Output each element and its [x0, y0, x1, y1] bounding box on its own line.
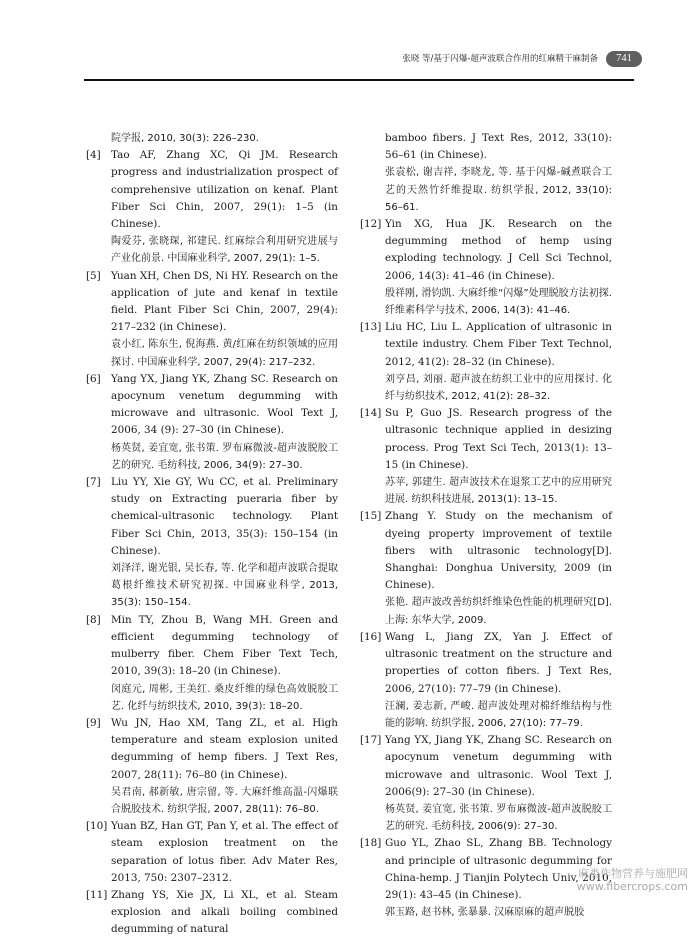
reference-number: [16]	[360, 630, 382, 643]
reference-item	[360, 319, 612, 405]
reference-chinese: 张袁松, 谢吉祥, 李晓龙, 等. 基于闪爆-碱煮联合工艺的天然竹纤维提取. 纺织学报, 2012, 33(10): 56–61.	[385, 167, 612, 213]
reference-chinese: 院学报, 2010, 30(3): 226–230.	[111, 133, 259, 144]
reference-item	[360, 216, 612, 319]
reference-english: Zhang Y. Study on the mechanism of dyeing property improvement of textile fibers with ultrasonic technology[D]. Shanghai: Donghua University, 2009 (in Chinese).	[385, 510, 612, 592]
reference-column-right	[360, 130, 612, 921]
reference-chinese: 刘亨昌, 刘丽. 超声波在纺织工业中的应用探讨. 化纤与纺织技术, 2012, 41(2): 28–32.	[385, 373, 612, 403]
reference-chinese: 吴君南, 郝新敏, 唐宗留, 等. 大麻纤维高温-闪爆联合脱胶技术. 纺织学报, 2007, 28(11): 76–80.	[111, 786, 338, 815]
reference-item	[86, 130, 338, 147]
header-divider	[84, 79, 634, 81]
reference-chinese: 苏苹, 郭建生. 超声波技术在退浆工艺中的应用研究进展. 纺织科技进展, 2013(1): 13–15.	[385, 477, 612, 506]
reference-english: Min TY, Zhou B, Wang MH. Green and efficient degumming technology of mulberry fiber. Chem Fiber Text Tech, 2010, 39(3): 18–20 (in Chinese).	[111, 613, 338, 678]
reference-item	[86, 612, 338, 715]
reference-english: Wu JN, Hao XM, Tang ZL, et al. High temperature and steam explosion united degumming of hemp fibers. J Text Res, 2007, 28(11): 76–80 (in Chinese).	[111, 716, 338, 781]
reference-chinese: 杨英贤, 姜宜宽, 张书策. 罗布麻微波-超声波脱胶工艺的研究. 毛纺科技, 2006(9): 27–30.	[385, 803, 612, 833]
reference-english: bamboo fibers. J Text Res, 2012, 33(10): 56–61 (in Chinese).	[385, 132, 612, 162]
reference-item	[86, 371, 338, 474]
reference-number: [10]	[86, 820, 108, 833]
reference-english: Guo YL, Zhao SL, Zhang BB. Technology and principle of ultrasonic degumming for China-hemp. J Tianjin Polytech Univ, 2010, 29(1): 43–45 (in Chinese).	[385, 837, 612, 901]
reference-english: Yang YX, Jiang YK, Zhang SC. Research on apocynum venetum degumming with microwave and ultrasonic. Wool Text J, 2006(9): 27–30 (in Chinese).	[385, 734, 612, 798]
watermark-line-url: www.fibercrops.com	[576, 880, 688, 893]
reference-number: [15]	[360, 510, 382, 523]
reference-english: Su P, Guo JS. Research progress of the ultrasonic technique applied in desizing process. Prog Text Sci Tech, 2013(1): 13–15 (in Chinese).	[385, 407, 612, 471]
reference-english: Liu HC, Liu L. Application of ultrasonic in textile industry. Chem Fiber Text Technol, 2012, 41(2): 28–32 (in Chinese).	[385, 321, 612, 368]
reference-chinese: 袁小红, 陈东生, 倪海燕. 黄/红麻在纺织领域的应用探讨. 中国麻业科学, 2007, 29(4): 217–232.	[111, 339, 338, 368]
reference-english: Yang YX, Jiang YK, Zhang SC. Research on apocynum venetum degumming with microwave and ultrasonic. Wool Text J, 2006, 34 (9): 27–30 (in Chinese).	[111, 372, 338, 437]
reference-item	[86, 268, 338, 371]
reference-number: [4]	[86, 149, 101, 162]
reference-chinese: 闵庭元, 周彬, 王美红. 桑皮纤维的绿色高效脱胶工艺. 化纤与纺织技术, 2010, 39(3): 18–20.	[111, 683, 338, 712]
reference-number: [8]	[86, 613, 101, 626]
watermark-line-chinese: 麻类作物营养与施肥网	[578, 867, 688, 880]
reference-chinese: 杨英贤, 姜宜宽, 张书策. 罗布麻微波-超声波脱胶工艺的研究. 毛纺科技, 2006, 34(9): 27–30.	[111, 442, 338, 471]
reference-item	[86, 818, 338, 887]
reference-item	[360, 130, 612, 216]
reference-english: Yin XG, Hua JK. Research on the degumming method of hemp using exploding technology. J Cell Sci Technol, 2006, 14(3): 41–46 (in Chinese).	[385, 218, 612, 282]
reference-number: [9]	[86, 716, 101, 729]
reference-chinese: 陶爱芬, 张晓琛, 祁建民. 红麻综合利用研究进展与产业化前景. 中国麻业科学, 2007, 29(1): 1–5.	[111, 236, 338, 265]
reference-item	[86, 715, 338, 818]
reference-number: [5]	[86, 269, 101, 282]
reference-number: [13]	[360, 321, 382, 334]
reference-number: [14]	[360, 407, 382, 420]
reference-english: Yuan XH, Chen DS, Ni HY. Research on the application of jute and kenaf in textile field. Plant Fiber Sci Chin, 2007, 29(4): 217–232 (in Chinese).	[111, 269, 338, 334]
reference-item	[86, 147, 338, 267]
reference-item	[360, 508, 612, 628]
reference-item	[360, 405, 612, 508]
reference-column-left	[86, 130, 338, 939]
reference-number: [11]	[86, 888, 108, 901]
reference-english: Wang L, Jiang ZX, Yan J. Effect of ultrasonic treatment on the structure and properties of cotton fibers. J Text Res, 2006, 27(10): 77–79 (in Chinese).	[385, 630, 612, 695]
reference-number: [7]	[86, 476, 101, 489]
reference-number: [18]	[360, 837, 382, 850]
reference-item	[360, 835, 612, 921]
reference-item	[360, 732, 612, 835]
reference-number: [6]	[86, 372, 101, 385]
reference-item	[360, 629, 612, 732]
reference-chinese: 汪澜, 姜志新, 严峻. 超声波处理对棉纤维结构与性能的影响. 纺织学报, 2006, 27(10): 77–79.	[385, 700, 612, 729]
reference-english: Liu YY, Xie GY, Wu CC, et al. Preliminary study on Extracting pueraria fiber by chemical-ultrasonic technology. Plant Fiber Sci Chin, 2013, 35(3): 150–154 (in Chinese).	[111, 476, 338, 557]
reference-number: [12]	[360, 218, 382, 231]
reference-item	[86, 474, 338, 612]
reference-english: Zhang YS, Xie JX, Li XL, et al. Steam explosion and alkali boiling combined degumming of natural	[111, 888, 338, 936]
running-header-title: 张晓 等/基于闪爆-超声波联合作用的红麻精干麻制备	[402, 54, 598, 64]
reference-chinese: 张艳. 超声波改善纺织纤维染色性能的机理研究[D]. 上海: 东华大学, 2009.	[385, 597, 612, 626]
reference-item	[86, 887, 338, 939]
reference-english: Yuan BZ, Han GT, Pan Y, et al. The effect of steam explosion treatment on the separation of lotus fiber. Adv Mater Res, 2013, 750: 2307–2312.	[111, 820, 338, 884]
page-number-badge: 741	[606, 51, 642, 67]
site-watermark	[577, 867, 688, 893]
reference-chinese: 郭玉路, 赵书林, 张暴暴. 汉麻原麻的超声脱胶	[385, 907, 585, 919]
reference-chinese: 殷祥刚, 滑钧凯. 大麻纤维“闪爆”处理脱胶方法初探. 纤维素科学与技术, 2006, 14(3): 41–46.	[385, 287, 612, 317]
reference-chinese: 刘泽洋, 谢光银, 吴长春, 等. 化学和超声波联合提取葛根纤维技术研究初探. 中国麻业科学, 2013, 35(3): 150–154.	[111, 563, 338, 609]
reference-english: Tao AF, Zhang XC, Qi JM. Research progress and industrialization prospect of comprehensive utilization on kenaf. Plant Fiber Sci Chin, 2007, 29(1): 1–5 (in Chinese).	[111, 149, 338, 231]
reference-number: [17]	[360, 734, 382, 747]
